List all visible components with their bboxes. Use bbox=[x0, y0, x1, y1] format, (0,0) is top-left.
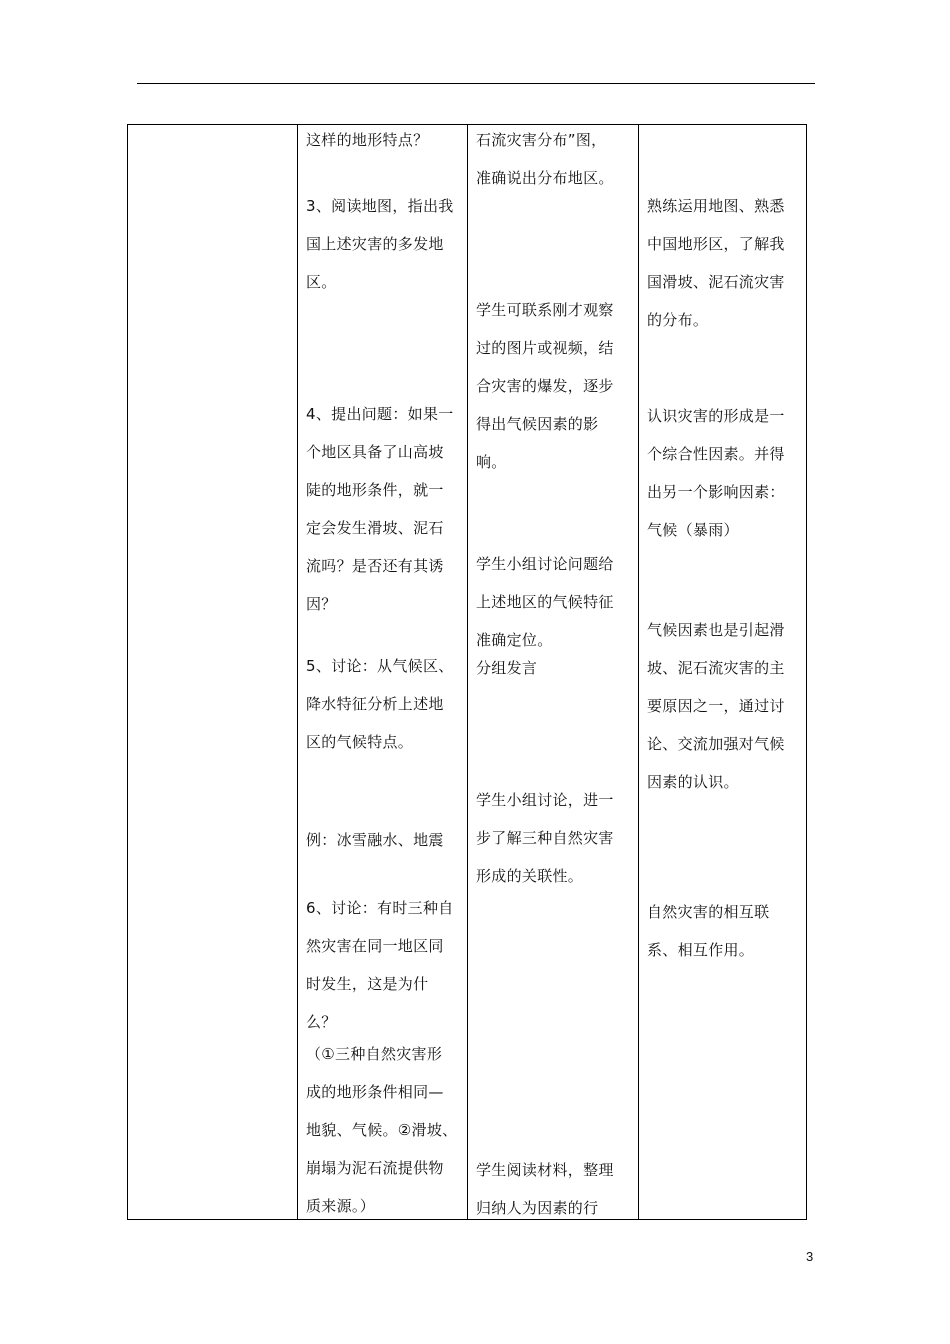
column-divider bbox=[638, 124, 639, 1220]
cell-text-line: 崩塌为泥石流提供物 bbox=[306, 1159, 444, 1177]
cell-text-line: 气候因素也是引起滑 bbox=[647, 621, 785, 639]
cell-text-line: 熟练运用地图、熟悉 bbox=[647, 197, 785, 215]
cell-text-line: 形成的关联性。 bbox=[476, 867, 584, 885]
cell-text-line: 要原因之一，通过讨 bbox=[647, 697, 785, 715]
cell-text-line: 然灾害在同一地区同 bbox=[306, 937, 444, 955]
cell-text-line: 坡、泥石流灾害的主 bbox=[647, 659, 785, 677]
cell-text-line: 因？ bbox=[306, 595, 337, 613]
cell-text-line: 国上述灾害的多发地 bbox=[306, 235, 444, 253]
cell-text-line: 学生阅读材料，整理 bbox=[476, 1161, 614, 1179]
cell-text-line: 出另一个影响因素： bbox=[647, 483, 785, 501]
cell-text-line: 过的图片或视频，结 bbox=[476, 339, 614, 357]
cell-text-line: 区。 bbox=[306, 273, 337, 291]
cell-text-line: 石流灾害分布”图， bbox=[476, 131, 607, 149]
cell-text-line: 3、阅读地图，指出我 bbox=[306, 197, 454, 215]
cell-text-line: 么？ bbox=[306, 1013, 337, 1031]
cell-text-line: 个地区具备了山高坡 bbox=[306, 443, 444, 461]
header-rule bbox=[137, 83, 815, 84]
cell-text-line: （①三种自然灾害形 bbox=[306, 1045, 443, 1063]
cell-text-line: 系、相互作用。 bbox=[647, 941, 755, 959]
cell-text-line: 4、提出问题：如果一 bbox=[306, 405, 454, 423]
column-divider bbox=[297, 124, 298, 1220]
cell-text-line: 降水特征分析上述地 bbox=[306, 695, 444, 713]
cell-text-line: 学生小组讨论，进一 bbox=[476, 791, 614, 809]
cell-text-line: 因素的认识。 bbox=[647, 773, 739, 791]
cell-text-line: 上述地区的气候特征 bbox=[476, 593, 614, 611]
cell-text-line: 响。 bbox=[476, 453, 507, 471]
design-intent-column bbox=[647, 124, 803, 1220]
cell-text-line: 定会发生滑坡、泥石 bbox=[306, 519, 444, 537]
column-divider bbox=[467, 124, 468, 1220]
cell-text-line: 合灾害的爆发，逐步 bbox=[476, 377, 614, 395]
cell-text-line: 得出气候因素的影 bbox=[476, 415, 599, 433]
cell-text-line: 的分布。 bbox=[647, 311, 709, 329]
cell-text-line: 国滑坡、泥石流灾害 bbox=[647, 273, 785, 291]
cell-text-line: 地貌、气候。②滑坡、 bbox=[306, 1121, 458, 1139]
cell-text-line: 区的气候特点。 bbox=[306, 733, 414, 751]
cell-text-line: 论、交流加强对气候 bbox=[647, 735, 785, 753]
cell-text-line: 陡的地形条件，就一 bbox=[306, 481, 444, 499]
cell-text-line: 成的地形条件相同— bbox=[306, 1083, 444, 1101]
cell-text-line: 步了解三种自然灾害 bbox=[476, 829, 614, 847]
cell-text-line: 学生可联系刚才观察 bbox=[476, 301, 614, 319]
cell-text-line: 质来源。） bbox=[306, 1197, 376, 1215]
cell-text-line: 归纳人为因素的行 bbox=[476, 1199, 599, 1217]
cell-text-line: 例：冰雪融水、地震 bbox=[306, 831, 444, 849]
cell-text-line: 个综合性因素。并得 bbox=[647, 445, 785, 463]
cell-text-line: 自然灾害的相互联 bbox=[647, 903, 770, 921]
teacher-activity-column bbox=[306, 124, 462, 1220]
cell-text-line: 学生小组讨论问题给 bbox=[476, 555, 614, 573]
cell-text-line: 气候（暴雨） bbox=[647, 521, 739, 539]
student-activity-column bbox=[476, 124, 632, 1220]
cell-text-line: 准确定位。 bbox=[476, 631, 553, 649]
cell-text-line: 时发生，这是为什 bbox=[306, 975, 429, 993]
cell-text-line: 分组发言 bbox=[476, 659, 538, 677]
cell-text-line: 准确说出分布地区。 bbox=[476, 169, 614, 187]
cell-text-line: 这样的地形特点？ bbox=[306, 131, 429, 149]
cell-text-line: 中国地形区，了解我 bbox=[647, 235, 785, 253]
cell-text-line: 6、讨论：有时三种自 bbox=[306, 899, 454, 917]
cell-text-line: 流吗？是否还有其诱 bbox=[306, 557, 444, 575]
cell-text-line: 5、讨论：从气候区、 bbox=[306, 657, 454, 675]
cell-text-line: 认识灾害的形成是一 bbox=[647, 407, 785, 425]
page-number: 3 bbox=[806, 1249, 814, 1264]
